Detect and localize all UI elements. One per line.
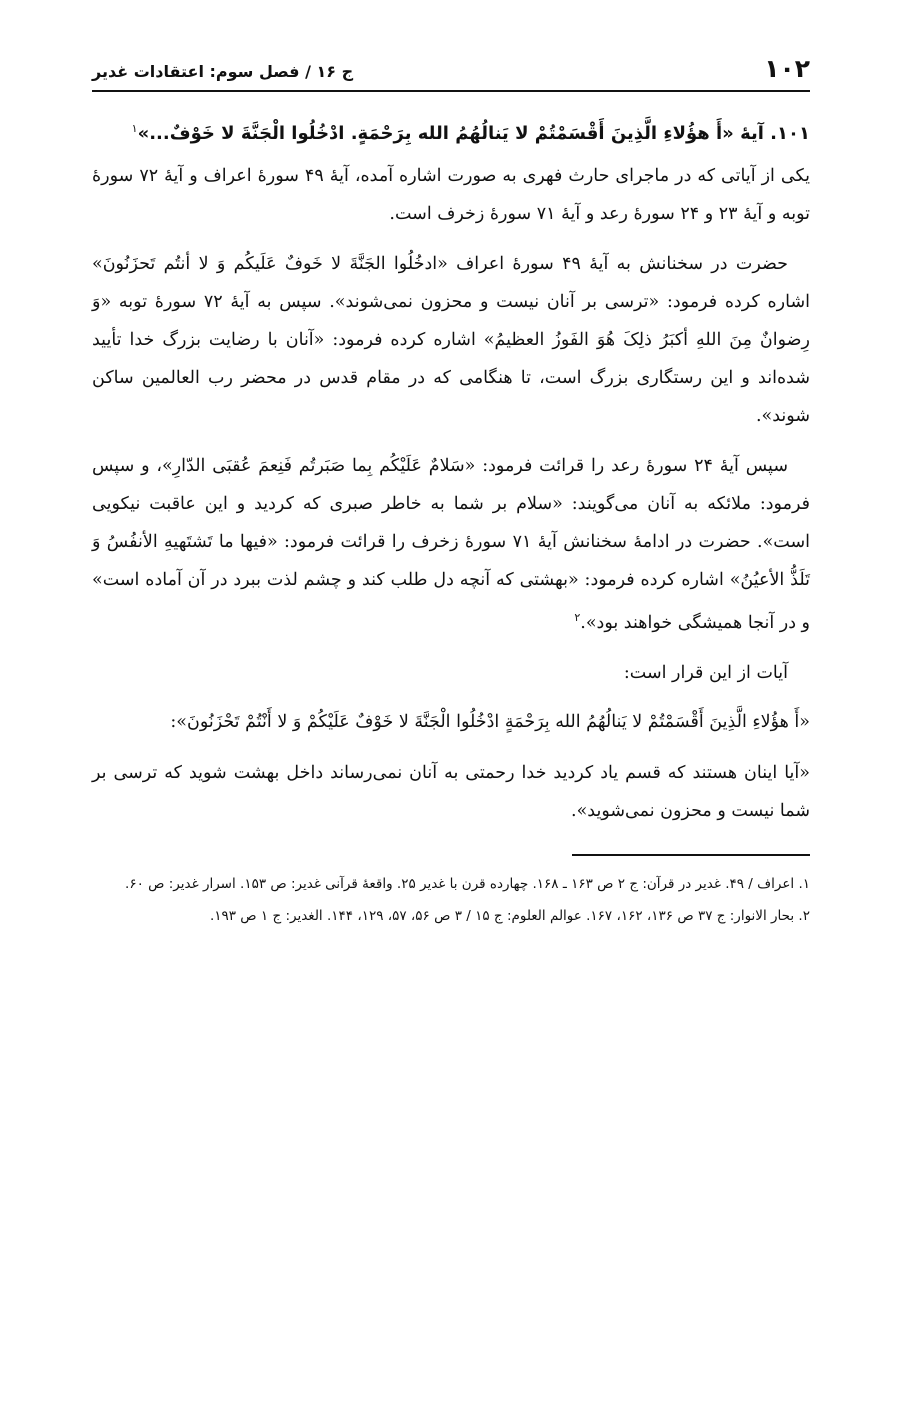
book-page [92,50,810,934]
paragraph-intro: یکی از آیاتی که در ماجرای حارث فهری به صورت اشاره آمده، آیۀ ۴۹ سورۀ اعراف و آیۀ ۷۲ سورۀ توبه و آیۀ ۲۳ و ۲۴ سورۀ رعد و آیۀ ۷۱ سورۀ زخرف است. [92,166,810,224]
running-title: ج ۱۶ / فصل سوم: اعتقادات غدیر [92,62,354,81]
verse-translation: «آیا اینان هستند که قسم یاد کردید خدا رحمتی به آنان نمی‌رساند داخل بهشت شوید که ترسی بر شما نیست و محزون نمی‌شوید». [92,762,810,821]
paragraph-raad-zukhruf-text: سپس آیۀ ۲۴ سورۀ رعد را قرائت فرمود: «سَلامٌ عَلَیْکُم بِما صَبَرتُم فَنِعمَ عُقبَی الدّارِ»، و سپس فرمود: ملائکه به آنان می‌گویند: «سلام بر شما به خاطر صبری که کردید و این عاقبت نیکویی است». حضرت در ادامۀ سخنانش آیۀ ۷۱ سورۀ زخرف را قرائت فرمود: «فیها ما تَشتَهیهِ الأنفُسُ وَ تَلَذُّ الأعیُنُ» اشاره کرده فرمود: «بهشتی که آنچه دل طلب کند و چشم لذت ببرد در آن آماده است» و در آنجا همیشگی خواهند بود». [92,456,810,633]
paragraph-araf-tawbah: حضرت در سخنانش به آیۀ ۴۹ سورۀ اعراف «ادخُلُوا الجَنَّةَ لا خَوفٌ عَلَیکُم وَ لا أنتُم تَحزَنُونَ» اشاره کرده فرمود: «ترسی بر آنان نیست و محزون نمی‌شوند». سپس به آیۀ ۷۲ سورۀ توبه «وَ رِضوانٌ مِنَ اللهِ أکبَرُ ذلِکَ هُوَ الفَوزُ العظیمُ» اشاره کرده فرمود: «آنان با رضایت بزرگ خدا تأیید شده‌اند و این رستگاری بزرگ است، تا هنگامی که در مقام قدس در محضر رب العالمین ساکن شوند». [92,254,810,426]
page-number: ۱۰۲ [764,54,810,83]
paragraph-raad-zukhruf [92,447,810,642]
section-heading [92,112,810,151]
section-heading-text: ۱۰۱. آیۀ «أَ هؤُلاءِ الَّذِینَ أَقْسَمْتُمْ لا یَنالُهُمُ الله بِرَحْمَةٍ. ادْخُلُوا الْجَنَّةَ لا خَوْفٌ...» [137,123,810,144]
footnote-1: ۱. اعراف / ۴۹. غدیر در قرآن: ج ۲ ص ۱۶۳ ـ ۱۶۸. چهارده قرن با غدیر ۲۵. واقعۀ قرآنی غدیر: ص ۱۵۳. اسرار غدیر: ص ۶۰. [125,875,810,892]
paragraph-footnote-marker: ۲ [574,611,581,624]
header-divider [92,90,810,92]
paragraph-verses-intro: آیات از این قرار است: [623,662,788,683]
heading-footnote-marker: ۱ [131,122,138,135]
footnote-divider [572,854,810,856]
page-header [92,50,810,90]
quran-verse: «أَ هؤُلاءِ الَّذِینَ أَقْسَمْتُمْ لا یَنالُهُمُ الله بِرَحْمَةٍ ادْخُلُوا الْجَنَّةَ لا خَوْفٌ عَلَیْکُمْ وَ لا أَنْتُمْ تَحْزَنُونَ»: [170,711,810,732]
footnote-2: ۲. بحار الانوار: ج ۳۷ ص ۱۳۶، ۱۶۲، ۱۶۷. عوالم العلوم: ج ۱۵ / ۳ ص ۵۶، ۵۷، ۱۲۹، ۱۴۴. الغدیر: ج ۱ ص ۱۹۳. [209,907,810,924]
